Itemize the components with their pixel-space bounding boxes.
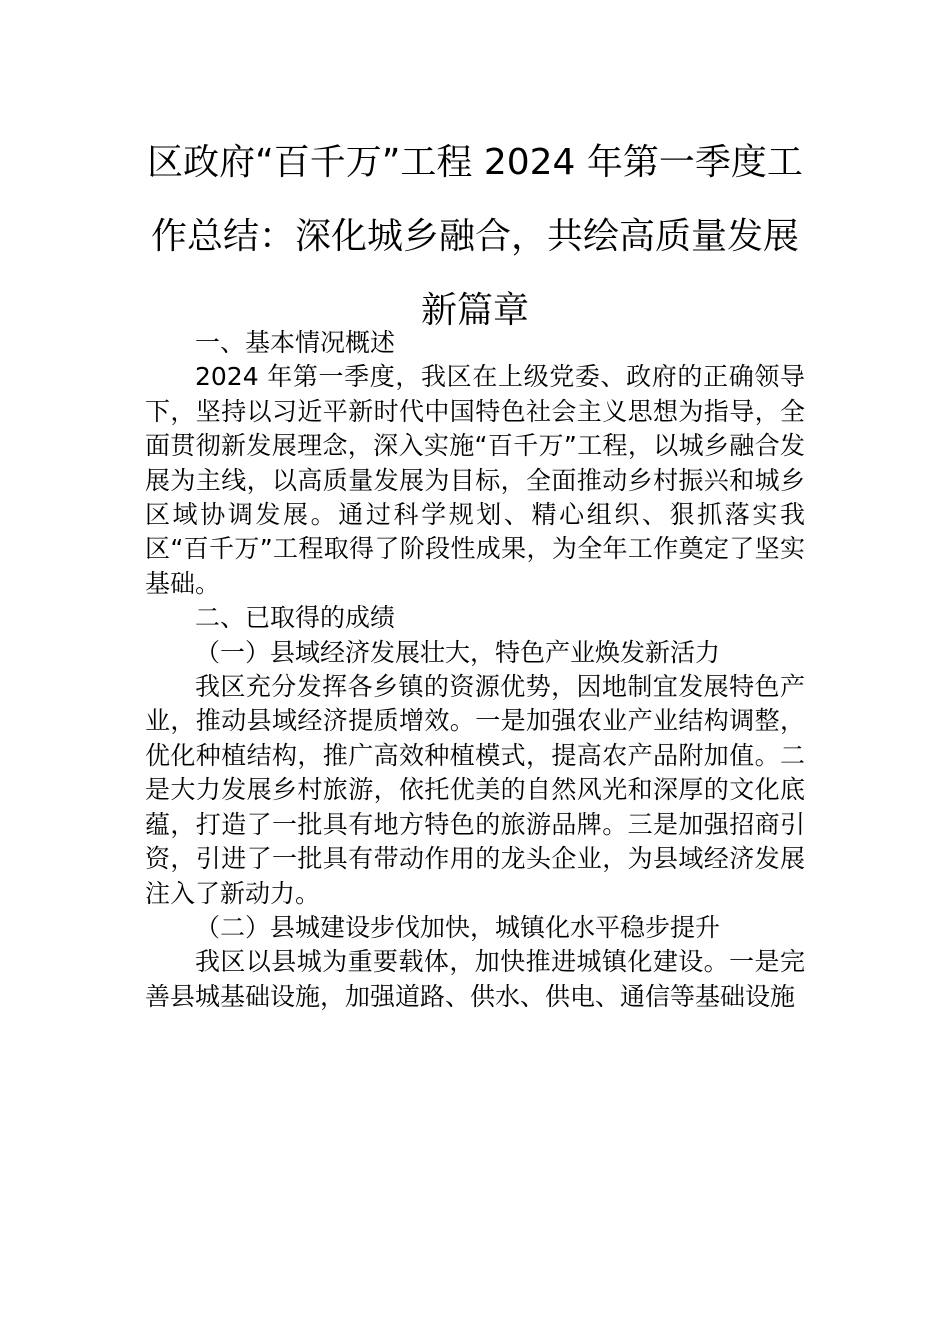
document-body [145,326,805,1014]
document-title: 区政府“百千万”工程 2024 年第一季度工作总结：深化城乡融合，共绘高质量发展新篇章 [147,142,803,331]
section-heading-achievements: 二、已取得的成绩 [195,603,396,633]
paragraph-county-construction: 我区以县城为重要载体，加快推进城镇化建设。一是完善县城基础设施，加强道路、供水、供电、通信等基础设施 [145,947,805,1011]
paragraph-basic-overview: 2024 年第一季度，我区在上级党委、政府的正确领导下，坚持以习近平新时代中国特色社会主义思想为指导，全面贯彻新发展理念，深入实施“百千万”工程，以城乡融合发展为主线，以高质量发展为目标，全面推动乡村振兴和城乡区域协调发展。通过科学规划、精心组织、狠抓落实我区“百千万”工程取得了阶段性成果，为全年工作奠定了坚实基础。 [145,362,805,598]
section-heading-basic-overview: 一、基本情况概述 [195,328,396,357]
subheading-county-construction: （二）县城建设步伐加快，城镇化水平稳步提升 [195,912,721,942]
subheading-county-economy: （一）县域经济发展壮大，特色产业焕发新活力 [195,637,721,667]
paragraph-county-economy: 我区充分发挥各乡镇的资源优势，因地制宜发展特色产业，推动县域经济提质增效。一是加强农业产业结构调整，优化种植结构，推广高效种植模式，提高农产品附加值。二是大力发展乡村旅游，依托优美的自然风光和深厚的文化底蕴，打造了一批具有地方特色的旅游品牌。三是加强招商引资，引进了一批具有带动作用的龙头企业，为县域经济发展注入了新动力。 [145,672,805,908]
